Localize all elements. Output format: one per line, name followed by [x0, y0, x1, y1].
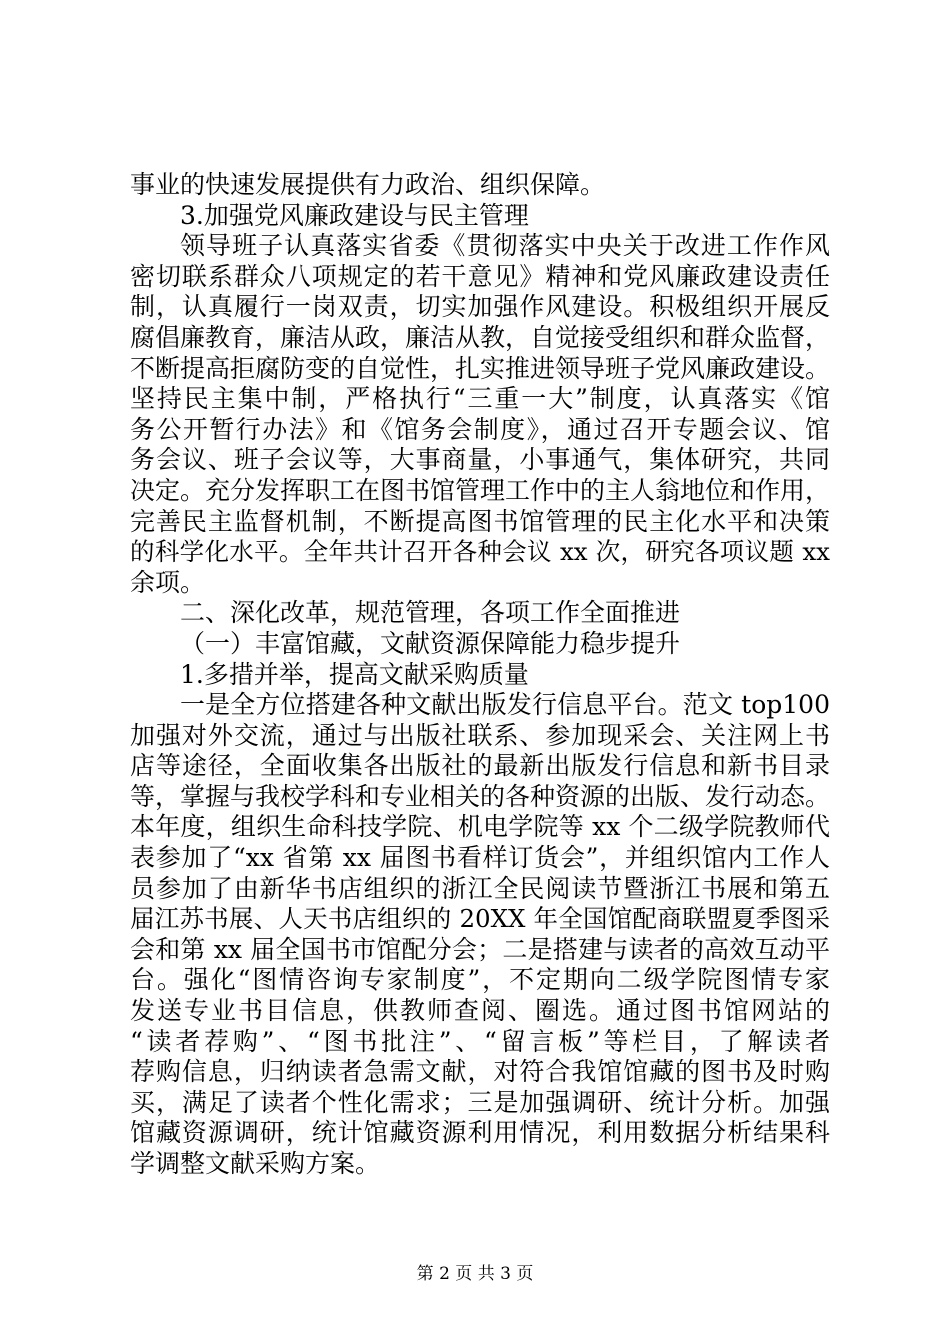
- text-line: 制，认真履行一岗双责，切实加强作风建设。积极组织开展反: [130, 292, 830, 322]
- text-line: 的科学化水平。全年共计召开各种会议 xx 次，研究各项议题 xx: [130, 537, 830, 567]
- text-line: 荐购信息，归纳读者急需文献，对符合我馆馆藏的图书及时购: [130, 1057, 830, 1087]
- text-line: 届江苏书展、人天书店组织的 20XX 年全国馆配商联盟夏季图采: [130, 904, 830, 934]
- text-line: 表参加了“xx 省第 xx 届图书看样订货会”，并组织馆内工作人: [130, 843, 830, 873]
- text-line: 本年度，组织生命科技学院、机电学院等 xx 个二级学院教师代: [130, 812, 830, 842]
- text-line: 坚持民主集中制，严格执行“三重一大”制度，认真落实《馆: [130, 384, 830, 414]
- text-line: （一）丰富馆藏，文献资源保障能力稳步提升: [180, 628, 681, 658]
- text-line: 台。强化“图情咨询专家制度”，不定期向二级学院图情专家: [130, 965, 830, 995]
- text-line: 馆藏资源调研，统计馆藏资源利用情况，利用数据分析结果科: [130, 1118, 830, 1148]
- text-line: 不断提高拒腐防变的自觉性，扎实推进领导班子党风廉政建设。: [130, 353, 831, 383]
- text-line: 店等途径，全面收集各出版社的最新出版发行信息和新书目录: [130, 751, 830, 781]
- text-line: 等，掌握与我校学科和专业相关的各种资源的出版、发行动态。: [130, 781, 831, 811]
- text-line: 完善民主监督机制，不断提高图书馆管理的民主化水平和决策: [130, 506, 830, 536]
- page-footer: 第 2 页 共 3 页: [416, 1264, 534, 1284]
- document-body: [130, 170, 830, 1180]
- text-line: 腐倡廉教育，廉洁从政，廉洁从教，自觉接受组织和群众监督，: [130, 322, 831, 352]
- text-line: 余项。: [130, 567, 206, 597]
- text-line: 员参加了由新华书店组织的浙江全民阅读节暨浙江书展和第五: [130, 873, 830, 903]
- text-line: 密切联系群众八项规定的若干意见》精神和党风廉政建设责任: [130, 261, 830, 291]
- text-line: 发送专业书目信息，供教师查阅、圈选。通过图书馆网站的: [130, 996, 830, 1026]
- text-line: “读者荐购”、“图书批注”、“留言板”等栏目，了解读者: [130, 1026, 830, 1056]
- text-line: 3.加强党风廉政建设与民主管理: [180, 200, 529, 230]
- text-line: 买，满足了读者个性化需求；三是加强调研、统计分析。加强: [130, 1087, 830, 1117]
- text-line: 务公开暂行办法》和《馆务会制度》，通过召开专题会议、馆: [130, 414, 830, 444]
- text-line: 1.多措并举，提高文献采购质量: [180, 659, 529, 689]
- text-line: 务会议、班子会议等，大事商量，小事通气，集体研究，共同: [130, 445, 830, 475]
- text-line: 会和第 xx 届全国书市馆配分会；二是搭建与读者的高效互动平: [130, 934, 830, 964]
- text-line: 决定。充分发挥职工在图书馆管理工作中的主人翁地位和作用，: [130, 475, 831, 505]
- text-line: 领导班子认真落实省委《贯彻落实中央关于改进工作作风: [180, 231, 830, 261]
- text-line: 事业的快速发展提供有力政治、组织保障。: [130, 170, 606, 199]
- text-line: 一是全方位搭建各种文献出版发行信息平台。范文 top100: [180, 690, 830, 720]
- text-line: 加强对外交流，通过与出版社联系、参加现采会、关注网上书: [130, 720, 830, 750]
- text-line: 学调整文献采购方案。: [130, 1149, 381, 1178]
- text-line: 二、深化改革，规范管理，各项工作全面推进: [180, 598, 681, 628]
